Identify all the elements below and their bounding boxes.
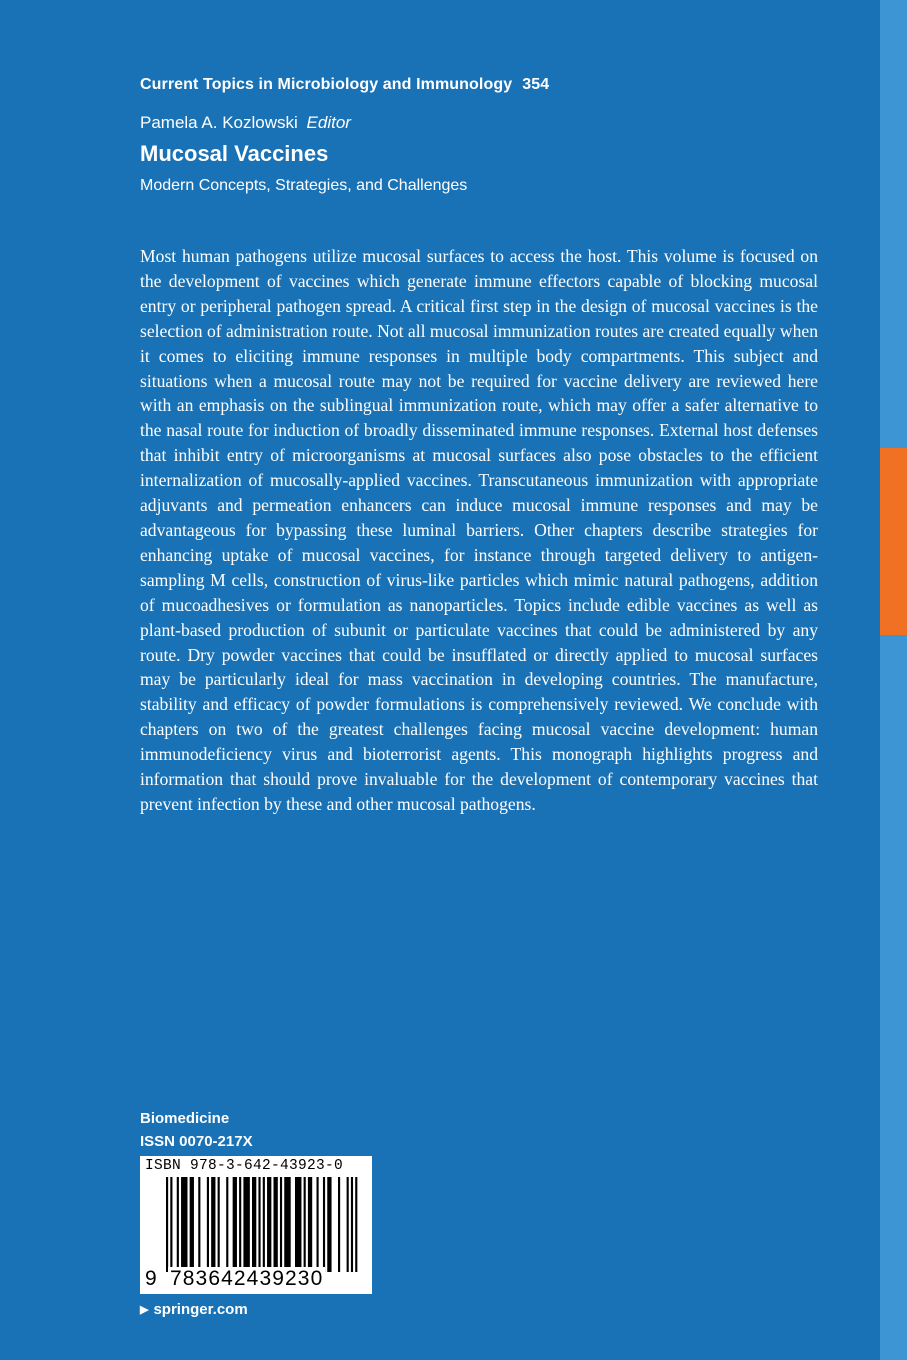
barcode-bar [347,1177,349,1272]
series-name: Current Topics in Microbiology and Immunology [140,76,513,93]
barcode-bar [323,1177,325,1272]
barcode-bar [317,1177,319,1272]
ean-digits: 783642439230 [170,1267,324,1290]
issn-number: ISSN 0070-217X [140,1133,253,1150]
barcode-bar [267,1177,271,1272]
barcode-bar [338,1177,340,1272]
spine-strip [880,0,907,1360]
subject-category: Biomedicine [140,1110,230,1127]
barcode-bar [295,1177,301,1272]
editor-line [140,113,351,133]
triangle-right-icon: ▶ [140,1304,149,1316]
barcode-bar [166,1177,168,1272]
ean-first-digit: 9 [145,1267,157,1290]
barcode-bar [170,1177,172,1272]
barcode-bar [233,1177,237,1272]
publisher-website[interactable] [140,1301,248,1318]
barcode-bar [355,1177,357,1272]
barcode-bar [280,1177,282,1272]
volume-number: 354 [522,76,550,93]
barcode-bar [198,1177,200,1272]
barcode-bar [181,1177,187,1272]
book-description: Most human pathogens utilize mucosal surfaces to access the host. This volume is focused on the development of vaccines which generate immune effectors capable of blocking mucosal entry or peripheral pathogen spread. A critical first step in the design of mucosal vaccines is the selection of administration route. Not all mucosal immunization routes are created equally when it comes to eliciting immune responses in multiple body compartments. This subject and situations when a mucosal route may not be required for vaccine delivery are reviewed here with an emphasis on the sublingual immunization route, which may offer a safer alternative to the nasal route for induction of broadly disseminated immune responses. External host defenses that inhibit entry of microorganisms at mucosal surfaces also pose obstacles to the efficient internalization of mucosally-applied vaccines. Transcutaneous immunization with appropriate adjuvants and permeation enhancers can induce mucosal immune responses and may be advantageous for bypassing these luminal barriers. Other chapters describe strategies for enhancing uptake of mucosal vaccines, for instance through targeted delivery to antigen-sampling M cells, construction of virus-like particles which mimic natural pathogens, addition of mucoadhesives or formulation as nanoparticles. Topics include edible vaccines as well as plant-based production of subunit or particulate vaccines that could be administered by any route. Dry powder vaccines that could be insufflated or directly applied to mucosal surfaces may be particularly ideal for mass vaccination in developing countries. The manufacture, stability and efficacy of powder formulations is comprehensively reviewed. We conclude with chapters on two of the greatest challenges facing mucosal vaccine development: human immunodeficiency virus and bioterrorist agents. This monograph highlights progress and information that should prove invaluable for the development of contemporary vaccines that prevent infection by these and other mucosal pathogens. [140,246,818,814]
barcode-bar [211,1177,215,1272]
barcode-bar [243,1177,249,1272]
barcode-bar [239,1177,241,1272]
barcode [140,1156,372,1294]
barcode-bar [258,1177,260,1272]
barcode-bar [218,1177,220,1272]
barcode-bar [284,1177,290,1272]
barcode-bar [308,1177,312,1272]
editor-role: Editor [306,113,351,132]
website-text: springer.com [153,1301,248,1318]
barcode-bar [304,1177,306,1272]
accent-tab [880,448,907,635]
barcode-bar [177,1177,179,1272]
barcode-bar [207,1177,209,1272]
barcode-bar [252,1177,256,1272]
book-title: Mucosal Vaccines [140,141,329,166]
book-subtitle: Modern Concepts, Strategies, and Challenges [140,177,468,194]
barcode-bars [166,1177,362,1272]
barcode-bar [274,1177,278,1272]
series-heading [140,76,549,94]
editor-name: Pamela A. Kozlowski [140,113,298,132]
isbn-label: ISBN 978-3-642-43923-0 [145,1158,344,1174]
barcode-bar [351,1177,353,1272]
barcode-bar [263,1177,265,1272]
barcode-bar [327,1177,331,1272]
barcode-bar [190,1177,194,1272]
barcode-bar [226,1177,228,1272]
